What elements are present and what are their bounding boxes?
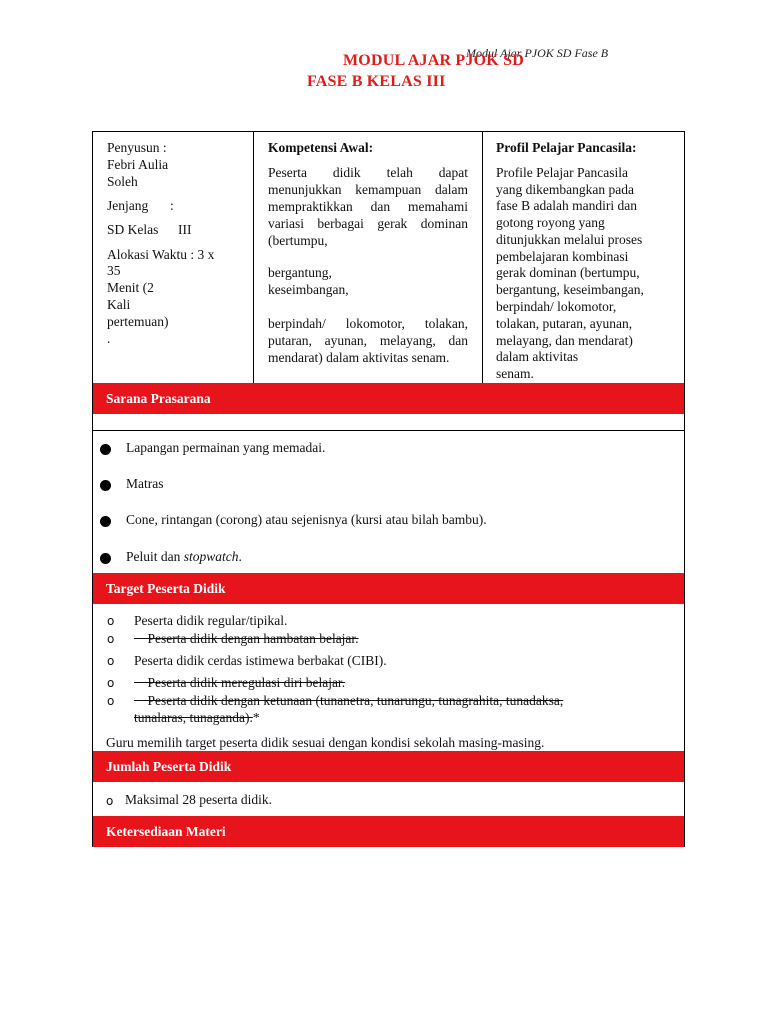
row-divider bbox=[92, 430, 685, 431]
target-item-text: Peserta didik dengan ketunaan (tunanetra, tunarungu, tunagrahita, tunadaksa, bbox=[147, 693, 564, 708]
column-divider-2 bbox=[482, 131, 483, 383]
target-item-struck bbox=[134, 630, 359, 647]
profil-line: bergantung, keseimbangan, bbox=[496, 282, 644, 297]
circle-bullet-icon: o bbox=[107, 676, 115, 690]
sarana-item-prefix: Peluit dan bbox=[126, 549, 184, 564]
target-item-text: Peserta didik dengan hambatan belajar. bbox=[147, 631, 359, 646]
page-title: MODUL AJAR PJOK SD bbox=[343, 52, 524, 69]
section-target-peserta-didik: Target Peserta Didik bbox=[93, 573, 684, 604]
section-ketersediaan-materi: Ketersediaan Materi bbox=[93, 816, 684, 847]
circle-bullet-icon: o bbox=[107, 694, 115, 708]
alokasi-line-3: Menit (2 bbox=[107, 280, 154, 295]
circle-bullet-icon: o bbox=[106, 794, 114, 808]
jumlah-item: Maksimal 28 peserta didik. bbox=[125, 792, 272, 807]
circle-bullet-icon: o bbox=[107, 614, 115, 628]
alokasi-line-2: 35 bbox=[107, 263, 121, 278]
penyusun-name-1: Febri Aulia bbox=[107, 157, 169, 172]
profil-line: dalam aktivitas bbox=[496, 349, 579, 364]
profil-line: fase B adalah mandiri dan bbox=[496, 198, 637, 213]
target-item-struck bbox=[134, 692, 563, 709]
bullet-icon bbox=[100, 553, 111, 564]
profil-line: tolakan, putaran, ayunan, bbox=[496, 316, 633, 331]
sarana-item: Lapangan permainan yang memadai. bbox=[126, 440, 326, 455]
kompetensi-paragraph-3: berpindah/ lokomotor, tolakan, putaran, ayunan, melayang, dan mendarat) dalam aktivitas senam. bbox=[268, 316, 468, 365]
profil-line: gotong royong yang bbox=[496, 215, 605, 230]
sarana-item-suffix: . bbox=[238, 549, 242, 564]
target-item: Peserta didik regular/tipikal. bbox=[134, 613, 288, 628]
sarana-item: Matras bbox=[126, 476, 164, 491]
profil-line: Profile Pelajar Pancasila bbox=[496, 165, 628, 180]
section-sarana-prasarana: Sarana Prasarana bbox=[93, 383, 684, 414]
running-header: Modul Ajar PJOK SD Fase B bbox=[466, 46, 609, 60]
profil-line: berpindah/ lokomotor, bbox=[496, 299, 617, 314]
bullet-icon bbox=[100, 444, 111, 455]
kompetensi-paragraph-1: Peserta didik telah dapat menunjukkan kemampuan dalam mempraktikkan dan memahami variasi berbagai gerak dominan (bertumpu, bbox=[268, 165, 468, 248]
section-jumlah-peserta-didik: Jumlah Peserta Didik bbox=[93, 751, 684, 782]
profil-line: melayang, dan mendarat) bbox=[496, 333, 633, 348]
profil-line: ditunjukkan melalui proses bbox=[496, 232, 643, 247]
target-note: Guru memilih target peserta didik sesuai dengan kondisi sekolah masing-masing. bbox=[106, 735, 545, 750]
circle-bullet-icon: o bbox=[107, 654, 115, 668]
target-item-continued bbox=[134, 709, 260, 726]
sarana-item-last bbox=[126, 548, 242, 565]
alokasi-line-4: Kali bbox=[107, 297, 131, 312]
circle-bullet-icon: o bbox=[107, 632, 115, 646]
profil-line: yang dikembangkan pada bbox=[496, 182, 634, 197]
alokasi-line-1: Alokasi Waktu : 3 x bbox=[107, 247, 215, 262]
kompetensi-paragraph-2b: keseimbangan, bbox=[268, 282, 349, 297]
column-divider-1 bbox=[253, 131, 254, 383]
penyusun-name-2: Soleh bbox=[107, 174, 138, 189]
profil-line: senam. bbox=[496, 366, 534, 381]
sarana-item-italic: stopwatch bbox=[183, 549, 239, 564]
jenjang-colon: : bbox=[170, 198, 174, 213]
target-item-struck bbox=[134, 674, 345, 691]
profil-line: pembelajaran kombinasi bbox=[496, 249, 629, 264]
bullet-icon bbox=[100, 480, 111, 491]
kelas-label: SD Kelas bbox=[107, 222, 159, 237]
target-item-star: * bbox=[252, 710, 260, 725]
alokasi-line-6: . bbox=[107, 331, 111, 346]
bullet-icon bbox=[100, 516, 111, 527]
kompetensi-heading: Kompetensi Awal: bbox=[268, 140, 374, 155]
target-item-text: Peserta didik meregulasi diri belajar. bbox=[147, 675, 346, 690]
alokasi-line-5: pertemuan) bbox=[107, 314, 169, 329]
profil-line: gerak dominan (bertumpu, bbox=[496, 265, 640, 280]
target-item: Peserta didik cerdas istimewa berbakat (CIBI). bbox=[134, 653, 387, 668]
kompetensi-paragraph-2a: bergantung, bbox=[268, 265, 332, 280]
sarana-item: Cone, rintangan (corong) atau sejenisnya (kursi atau bilah bambu). bbox=[126, 512, 487, 527]
penyusun-label: Penyusun : bbox=[107, 140, 167, 155]
profil-heading: Profil Pelajar Pancasila: bbox=[496, 140, 637, 155]
page-subtitle: FASE B KELAS III bbox=[307, 73, 446, 90]
target-item-cont-text: tunalaras, tunaganda). bbox=[134, 710, 253, 725]
kelas-value: III bbox=[178, 222, 192, 237]
jenjang-label: Jenjang bbox=[107, 198, 149, 213]
